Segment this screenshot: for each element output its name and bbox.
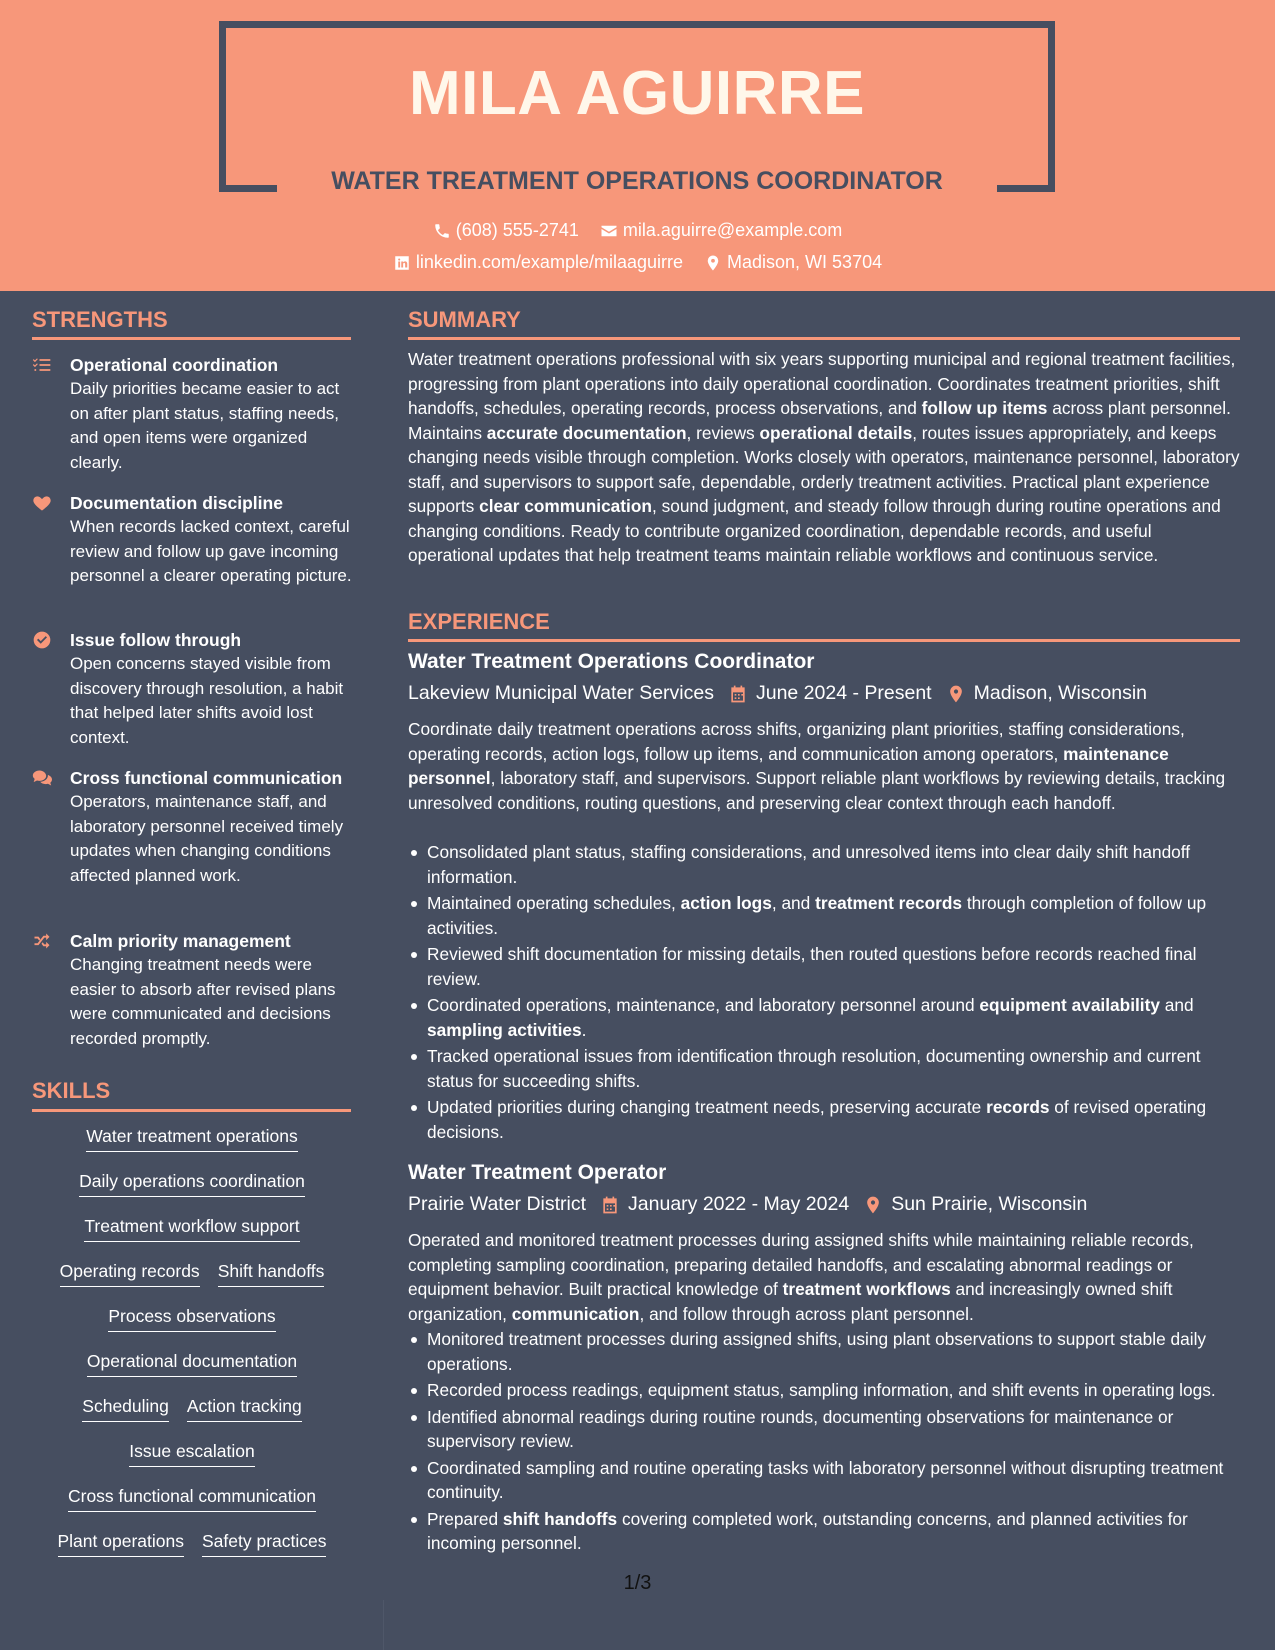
phone-icon bbox=[433, 222, 451, 240]
strength-body: Open concerns stayed visible from discovery through resolution, a habit that helped later shifts avoid lost context. bbox=[70, 654, 344, 747]
shuffle-icon bbox=[32, 931, 52, 951]
skill-tag: Plant operations bbox=[58, 1530, 184, 1557]
strengths-heading: STRENGTHS bbox=[32, 307, 168, 332]
map-pin-icon bbox=[863, 1195, 883, 1215]
summary-rule bbox=[408, 337, 1240, 340]
page-number: 1/3 bbox=[623, 1572, 652, 1594]
experience-heading: EXPERIENCE bbox=[408, 609, 550, 634]
job-description: Coordinate daily treatment operations across shifts, organizing plant priorities, staffing considerations, operating records, action logs, follow up items, and communication among operators, maintenance personnel, laboratory staff, and supervisors. Support reliable plant workflows by reviewing details, tracking unresolved conditions, routing questions, and preserving clear context through each handoff. bbox=[408, 719, 1226, 813]
candidate-name: MILA AGUIRRE bbox=[408, 59, 866, 128]
bullet-item: Reviewed shift documentation for missing details, then routed questions before records reached final review. bbox=[408, 942, 1240, 991]
email-contact[interactable] bbox=[600, 220, 842, 241]
strength-title: Cross functional communication bbox=[70, 768, 343, 788]
skill-tag: Operating records bbox=[60, 1260, 200, 1287]
skill-tag: Water treatment operations bbox=[86, 1125, 297, 1152]
list-check-icon bbox=[32, 355, 52, 375]
bullet-item: Prepared shift handoffs covering completed work, outstanding concerns, and planned activities for incoming personnel. bbox=[408, 1507, 1240, 1556]
skill-tag: Cross functional communication bbox=[68, 1485, 316, 1512]
skills-rule bbox=[32, 1109, 351, 1112]
strength-item bbox=[32, 929, 352, 1051]
job-title: Water Treatment Operations Coordinator bbox=[408, 650, 815, 673]
experience-rule bbox=[408, 639, 1240, 642]
summary-text: Water treatment operations professional with six years supporting municipal and regional treatment facilities, progressing from plant operations into daily operational coordination. Coordinates treatment priorities, shift handoffs, schedules, operating records, process observations, and follow up items across plant personnel. Maintains accurate documentation, reviews operational details, routes issues appropriately, and keeps changing needs visible through completion. Works closely with operators, maintenance personnel, laboratory staff, and supervisors to support safe, dependable, orderly treatment activities. Practical plant experience supports clear communication, sound judgment, and steady follow through during routine operations and changing conditions. Ready to contribute organized coordination, dependable records, and useful operational updates that help treatment teams maintain reliable workflows and continuous service. bbox=[408, 349, 1240, 565]
bullet-item: Recorded process readings, equipment status, sampling information, and shift events in operating logs. bbox=[408, 1378, 1240, 1403]
strengths-rule bbox=[32, 337, 351, 340]
strength-item bbox=[32, 766, 352, 888]
skills-list bbox=[32, 1125, 352, 1575]
strength-title: Issue follow through bbox=[70, 630, 242, 650]
job-bullets bbox=[408, 840, 1240, 1146]
bullet-item: Coordinated sampling and routine operating tasks with laboratory personnel without disrupting treatment continuity. bbox=[408, 1456, 1240, 1505]
bullet-item: Updated priorities during changing treatment needs, preserving accurate records of revised operating decisions. bbox=[408, 1095, 1240, 1144]
skill-tag: Shift handoffs bbox=[218, 1260, 325, 1287]
candidate-title: WATER TREATMENT OPERATIONS COORDINATOR bbox=[331, 167, 943, 195]
skill-tag: Treatment workflow support bbox=[84, 1215, 299, 1242]
strength-body: Daily priorities became easier to act on after plant status, staffing needs, and open items were organized clearly. bbox=[70, 379, 340, 472]
check-circle-icon bbox=[32, 630, 52, 650]
job-meta bbox=[408, 682, 1147, 705]
bullet-item: Tracked operational issues from identification through resolution, documenting ownership and current status for succeeding shifts. bbox=[408, 1044, 1240, 1093]
summary-heading: SUMMARY bbox=[408, 307, 521, 332]
map-pin-icon bbox=[946, 684, 966, 704]
contact-row-2 bbox=[0, 252, 1275, 277]
skills-heading: SKILLS bbox=[32, 1078, 111, 1103]
email-text: mila.aguirre@example.com bbox=[622, 220, 843, 240]
skill-tag: Operational documentation bbox=[87, 1350, 297, 1377]
linkedin-contact[interactable] bbox=[393, 252, 683, 273]
phone-text: (608) 555-2741 bbox=[455, 220, 579, 240]
linkedin-text: linkedin.com/example/milaaguirre bbox=[415, 252, 683, 272]
skill-tag: Daily operations coordination bbox=[79, 1170, 305, 1197]
bullet-item: Identified abnormal readings during routine rounds, documenting observations for maintenance or supervisory review. bbox=[408, 1405, 1240, 1454]
strength-body: When records lacked context, careful review and follow up gave incoming personnel a clearer operating picture. bbox=[70, 517, 352, 585]
job-company: Prairie Water District bbox=[408, 1193, 587, 1215]
job-location: Madison, Wisconsin bbox=[973, 682, 1148, 704]
calendar-icon bbox=[600, 1195, 620, 1215]
strength-title: Calm priority management bbox=[70, 931, 291, 951]
contact-row-1 bbox=[0, 220, 1275, 245]
strength-body: Operators, maintenance staff, and laboratory personnel received timely updates when changing conditions affected planned work. bbox=[70, 792, 344, 885]
skill-tag: Issue escalation bbox=[129, 1440, 255, 1467]
skill-tag: Safety practices bbox=[202, 1530, 327, 1557]
skill-tag: Scheduling bbox=[82, 1395, 169, 1422]
strength-item bbox=[32, 491, 352, 589]
skill-tag: Action tracking bbox=[187, 1395, 302, 1422]
job-bullets bbox=[408, 1327, 1240, 1558]
strength-body: Changing treatment needs were easier to absorb after revised plans were communicated and decisions recorded promptly. bbox=[70, 955, 336, 1048]
envelope-icon bbox=[600, 222, 618, 240]
calendar-icon bbox=[728, 684, 748, 704]
bullet-item: Consolidated plant status, staffing considerations, and unresolved items into clear daily shift handoff information. bbox=[408, 840, 1240, 889]
location-text: Madison, WI 53704 bbox=[727, 252, 883, 272]
bullet-item: Maintained operating schedules, action logs, and treatment records through completion of follow up activities. bbox=[408, 891, 1240, 940]
job-title: Water Treatment Operator bbox=[408, 1161, 667, 1184]
job-dates: January 2022 - May 2024 bbox=[628, 1193, 850, 1215]
job-company: Lakeview Municipal Water Services bbox=[408, 682, 714, 704]
strength-item bbox=[32, 628, 352, 750]
strength-item bbox=[32, 353, 352, 475]
strength-title: Operational coordination bbox=[70, 355, 279, 375]
strength-title: Documentation discipline bbox=[70, 493, 283, 513]
job-description: Operated and monitored treatment processes during assigned shifts while maintaining reliable records, completing sampling coordination, preparing detailed handoffs, and escalating abnormal readings or equipment behavior. Built practical knowledge of treatment workflows and increasingly owned shift organization, communication, and follow through across plant personnel. bbox=[408, 1230, 1194, 1324]
linkedin-icon bbox=[393, 254, 411, 272]
heart-icon bbox=[32, 493, 52, 513]
phone-contact[interactable] bbox=[433, 220, 579, 241]
comments-icon bbox=[32, 768, 52, 788]
map-pin-icon bbox=[704, 254, 722, 272]
job-location: Sun Prairie, Wisconsin bbox=[891, 1193, 1088, 1215]
bullet-item: Monitored treatment processes during assigned shifts, using plant observations to support stable daily operations. bbox=[408, 1327, 1240, 1376]
column-divider bbox=[383, 1600, 384, 1650]
skill-tag: Process observations bbox=[108, 1305, 275, 1332]
job-dates: June 2024 - Present bbox=[755, 682, 932, 704]
bullet-item: Coordinated operations, maintenance, and laboratory personnel around equipment availability and sampling activities. bbox=[408, 993, 1240, 1042]
location-contact bbox=[704, 252, 882, 273]
job-meta bbox=[408, 1193, 1087, 1216]
